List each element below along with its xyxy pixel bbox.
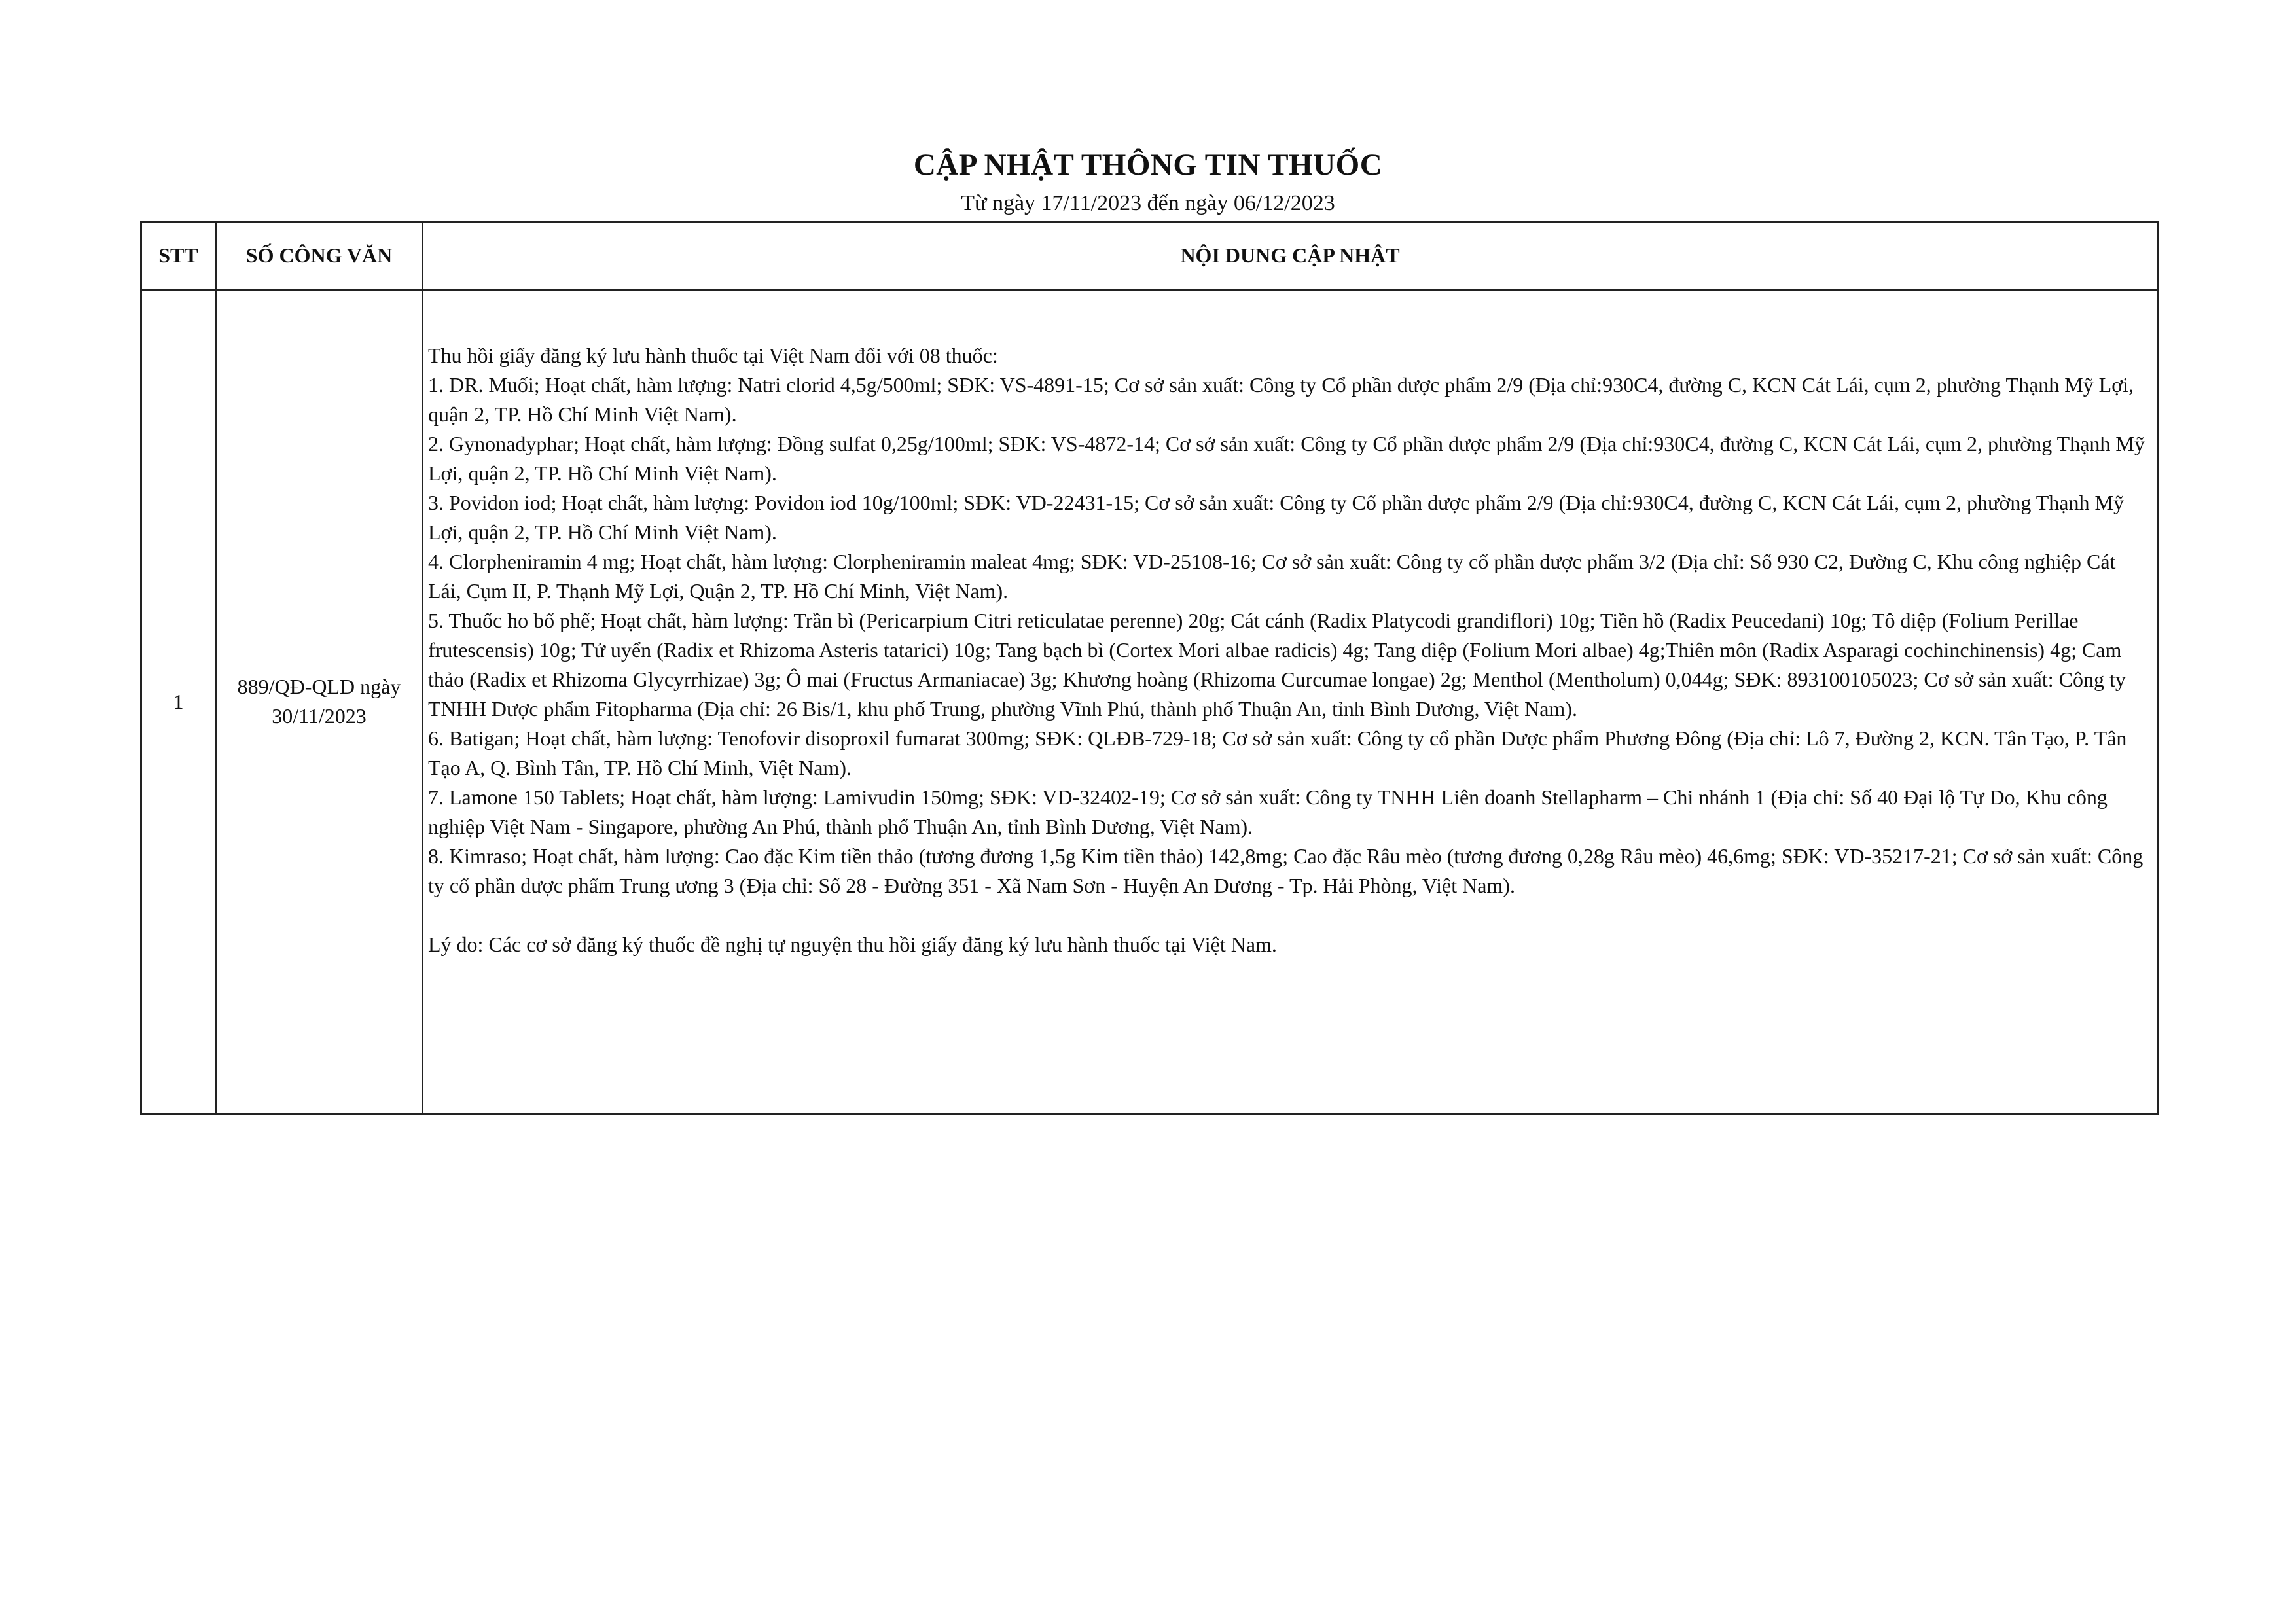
drug-item-3: 3. Povidon iod; Hoạt chất, hàm lượng: Povidon iod 10g/100ml; SĐK: VD-22431-15; Cơ sở sản xuất: Công ty Cổ phần dược phẩm 2/9 (Địa chỉ:930C4, đường C, KCN Cát Lái, cụm 2, phường Thạnh Mỹ Lợi, quận 2, TP. Hồ Chí Minh Việt Nam).: [428, 491, 2124, 544]
drug-item-7: 7. Lamone 150 Tablets; Hoạt chất, hàm lượng: Lamivudin 150mg; SĐK: VD-32402-19; Cơ sở sản xuất: Công ty TNHH Liên doanh Stellapharm – Chi nhánh 1 (Địa chỉ: Số 40 Đại lộ Tự Do, Khu công nghiệp Việt Nam - Singapore, phường An Phú, thành phố Thuận An, tỉnh Bình Dương, Việt Nam).: [428, 785, 2108, 838]
drug-item-6: 6. Batigan; Hoạt chất, hàm lượng: Tenofovir disoproxil fumarat 300mg; SĐK: QLĐB-729-18; Cơ sở sản xuất: Công ty cổ phần Dược phẩm Phương Đông (Địa chỉ: Lô 7, Đường 2, KCN. Tân Tạo, P. Tân Tạo A, Q. Bình Tân, TP. Hồ Chí Minh, Việt Nam).: [428, 726, 2127, 779]
header-so-cong-van: SỐ CÔNG VĂN: [216, 222, 423, 290]
drug-update-table: [140, 221, 2159, 1115]
header-stt: STT: [141, 222, 216, 290]
table-header-row: [141, 222, 2158, 290]
drug-item-5: 5. Thuốc ho bổ phế; Hoạt chất, hàm lượng: Trần bì (Pericarpium Citri reticulatae perenne) 20g; Cát cánh (Radix Platycodi grandiflori) 10g; Tiền hồ (Radix Peucedani) 10g; Tô diệp (Folium Perillae frutescensis) 10g; Tử uyển (Radix et Rhizoma Asteris tatarici) 10g; Tang bạch bì (Cortex Mori albae radicis) 4g; Tang diệp (Folium Mori albae) 4g;Thiên môn (Radix Asparagi cochinchinensis) 4g; Cam thảo (Radix et Rhizoma Glycyrrhizae) 3g; Ô mai (Fructus Armaniacae) 3g; Khương hoàng (Rhizoma Curcumae longae) 2g; Menthol (Mentholum) 0,044g; SĐK: 893100105023; Cơ sở sản xuất: Công ty TNHH Dược phẩm Fitopharma (Địa chỉ: 26 Bis/1, khu phố Trung, phường Vĩnh Phú, thành phố Thuận An, tỉnh Bình Dương, Việt Nam).: [428, 609, 2126, 721]
so-cong-van-date: 30/11/2023: [272, 704, 367, 728]
drug-item-8: 8. Kimraso; Hoạt chất, hàm lượng: Cao đặc Kim tiền thảo (tương đương 1,5g Kim tiền thảo) 142,8mg; Cao đặc Râu mèo (tương đương 0,28g Râu mèo) 46,6mg; SĐK: VD-35217-21; Cơ sở sản xuất: Công ty cổ phần dược phẩm Trung ương 3 (Địa chỉ: Số 28 - Đường 351 - Xã Nam Sơn - Huyện An Dương - Tp. Hải Phòng, Việt Nam).: [428, 844, 2144, 897]
document-title: CẬP NHẬT THÔNG TIN THUỐC: [913, 148, 1383, 182]
date-range-subtitle: Từ ngày 17/11/2023 đến ngày 06/12/2023: [961, 191, 1335, 215]
row-noi-dung: [423, 290, 2158, 1114]
so-cong-van-number: 889/QĐ-QLD ngày: [237, 675, 401, 698]
row-stt: 1: [141, 290, 216, 1114]
drug-item-1: 1. DR. Muối; Hoạt chất, hàm lượng: Natri clorid 4,5g/500ml; SĐK: VS-4891-15; Cơ sở sản xuất: Công ty Cổ phần dược phẩm 2/9 (Địa chỉ:930C4, đường C, KCN Cát Lái, cụm 2, phường Thạnh Mỹ Lợi, quận 2, TP. Hồ Chí Minh Việt Nam).: [428, 373, 2134, 426]
content-intro: Thu hồi giấy đăng ký lưu hành thuốc tại Việt Nam đối với 08 thuốc:: [428, 344, 998, 367]
paragraph-gap: [428, 901, 2150, 930]
content-reason: Lý do: Các cơ sở đăng ký thuốc đề nghị tự nguyện thu hồi giấy đăng ký lưu hành thuốc tại Việt Nam.: [428, 933, 1277, 956]
drug-item-2: 2. Gynonadyphar; Hoạt chất, hàm lượng: Đồng sulfat 0,25g/100ml; SĐK: VS-4872-14; Cơ sở sản xuất: Công ty Cổ phần dược phẩm 2/9 (Địa chỉ:930C4, đường C, KCN Cát Lái, cụm 2, phường Thạnh Mỹ Lợi, quận 2, TP. Hồ Chí Minh Việt Nam).: [428, 432, 2145, 485]
header-noi-dung: NỘI DUNG CẬP NHẬT: [423, 222, 2158, 290]
drug-item-4: 4. Clorpheniramin 4 mg; Hoạt chất, hàm lượng: Clorpheniramin maleat 4mg; SĐK: VD-25108-16; Cơ sở sản xuất: Công ty cổ phần dược phẩm 3/2 (Địa chỉ: Số 930 C2, Đường C, Khu công nghiệp Cát Lái, Cụm II, P. Thạnh Mỹ Lợi, Quận 2, TP. Hồ Chí Minh, Việt Nam).: [428, 550, 2116, 603]
row-so-cong-van: [216, 290, 423, 1114]
table-row: [141, 290, 2158, 1114]
